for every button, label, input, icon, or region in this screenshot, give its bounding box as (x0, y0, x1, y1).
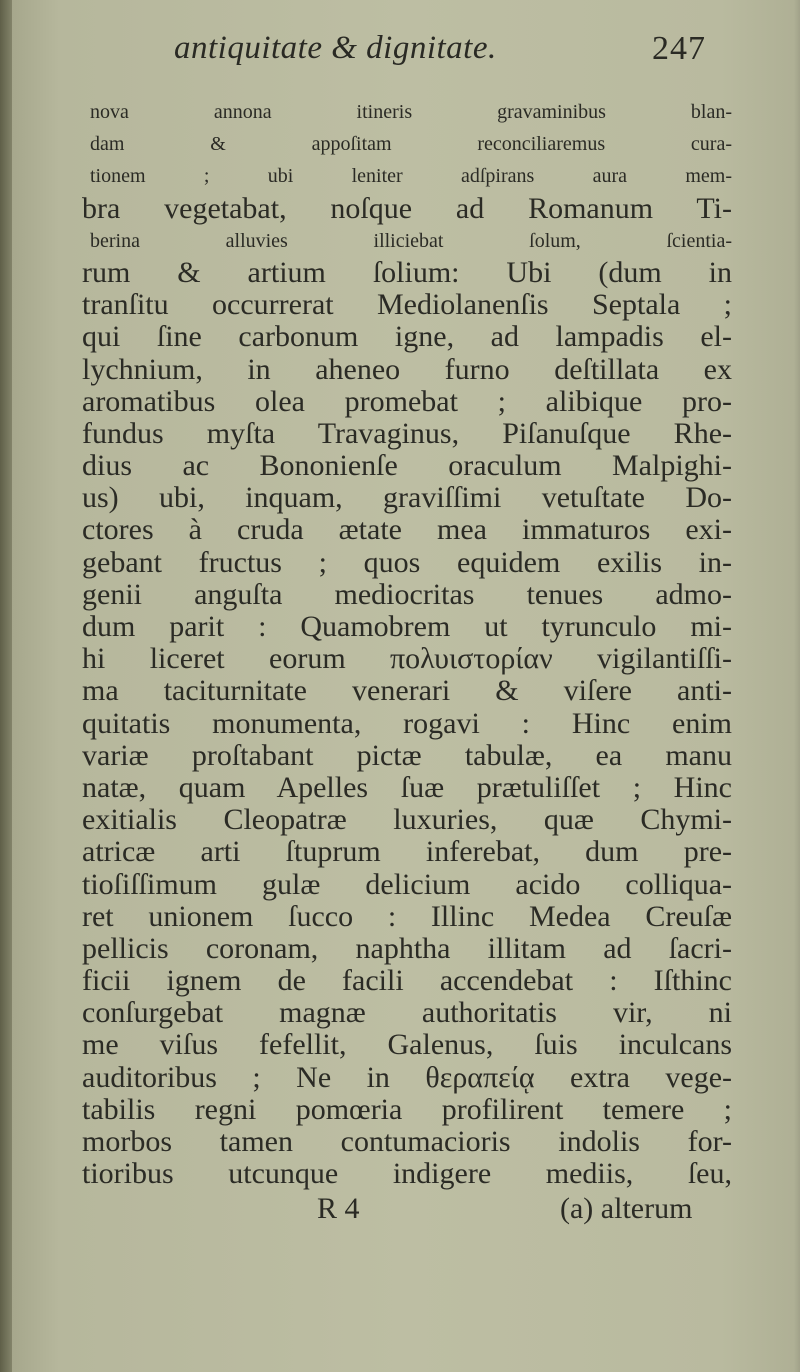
text-line: nova annona itineris gravaminibus blan- (90, 101, 732, 123)
text-line: qui ſine carbonum igne, ad lampadis el- (82, 321, 732, 354)
book-page (12, 0, 800, 1372)
text-line: tabilis regni pomœria profilirent temere ; (82, 1093, 732, 1126)
signature-mark: R 4 (317, 1192, 360, 1225)
text-line: variæ proſtabant pictæ tabulæ, ea manu (82, 739, 732, 772)
text-line: conſurgebat magnæ authoritatis vir, ni (82, 997, 732, 1030)
text-line: ma taciturnitate venerari & viſere anti- (82, 675, 732, 708)
text-line: aromatibus olea promebat ; alibique pro- (82, 385, 732, 418)
text-line: tioribus utcunque indigere mediis, ſeu, (82, 1158, 732, 1191)
body-text (82, 96, 732, 1190)
text-line: gebant fructus ; quos equidem exilis in- (82, 546, 732, 579)
text-line: ficii ignem de facili accendebat : Iſthinc (82, 965, 732, 998)
page-number: 247 (652, 30, 706, 67)
catchword: (a) alterum (560, 1192, 693, 1225)
text-line: hi liceret eorum πολυιστορίαν vigilantiſſi- (82, 643, 732, 676)
page-edge-shadow (794, 0, 800, 1372)
text-line: fundus myſta Travaginus, Piſanuſque Rhe- (82, 417, 732, 450)
text-line: quitatis monumenta, rogavi : Hinc enim (82, 707, 732, 740)
text-line: natæ, quam Apelles ſuæ prætuliſſet ; Hinc (82, 771, 732, 804)
text-line: exitialis Cleopatræ luxuries, quæ Chymi- (82, 804, 732, 837)
text-line: dam & appoſitam reconciliaremus cura- (90, 133, 732, 156)
text-line: auditoribus ; Ne in θεραπείᾳ extra vege- (82, 1061, 732, 1094)
text-line: bra vegetabat, noſque ad Romanum Ti- (82, 192, 732, 225)
text-line: ctores à cruda ætate mea immaturos exi- (82, 514, 732, 547)
text-line: berina alluvies illiciebat ſolum, ſcientia- (90, 229, 732, 252)
text-line: rum & artium ſolium: Ubi (dum in (82, 256, 732, 289)
text-line: pellicis coronam, naphtha illitam ad ſacri- (82, 932, 732, 965)
text-line: dum parit : Quamobrem ut tyrunculo mi- (82, 611, 732, 643)
text-line: lychnium, in aheneo furno deſtillata ex (82, 353, 732, 386)
text-line: dius ac Bononienſe oraculum Malpighi- (82, 450, 732, 483)
text-line: tranſitu occurrerat Mediolanenſis Septala ; (82, 289, 732, 322)
text-line: us) ubi, inquam, graviſſimi vetuſtate Do- (82, 482, 732, 515)
text-line: genii anguſta mediocritas tenues admo- (82, 578, 732, 611)
text-line: atricæ arti ſtuprum inferebat, dum pre- (82, 836, 732, 869)
text-line: me viſus fefellit, Galenus, ſuis inculcans (82, 1029, 732, 1062)
text-line: morbos tamen contumacioris indolis for- (82, 1126, 732, 1158)
text-line: ret unionem ſucco : Illinc Medea Creuſæ (82, 900, 732, 933)
text-line: tioſiſſimum gulæ delicium acido colliqua- (82, 868, 732, 901)
running-head: antiquitate & dignitate. (174, 30, 497, 66)
text-line: tionem ; ubi leniter adſpirans aura mem- (90, 165, 732, 188)
book-spine-shadow (0, 0, 12, 1372)
